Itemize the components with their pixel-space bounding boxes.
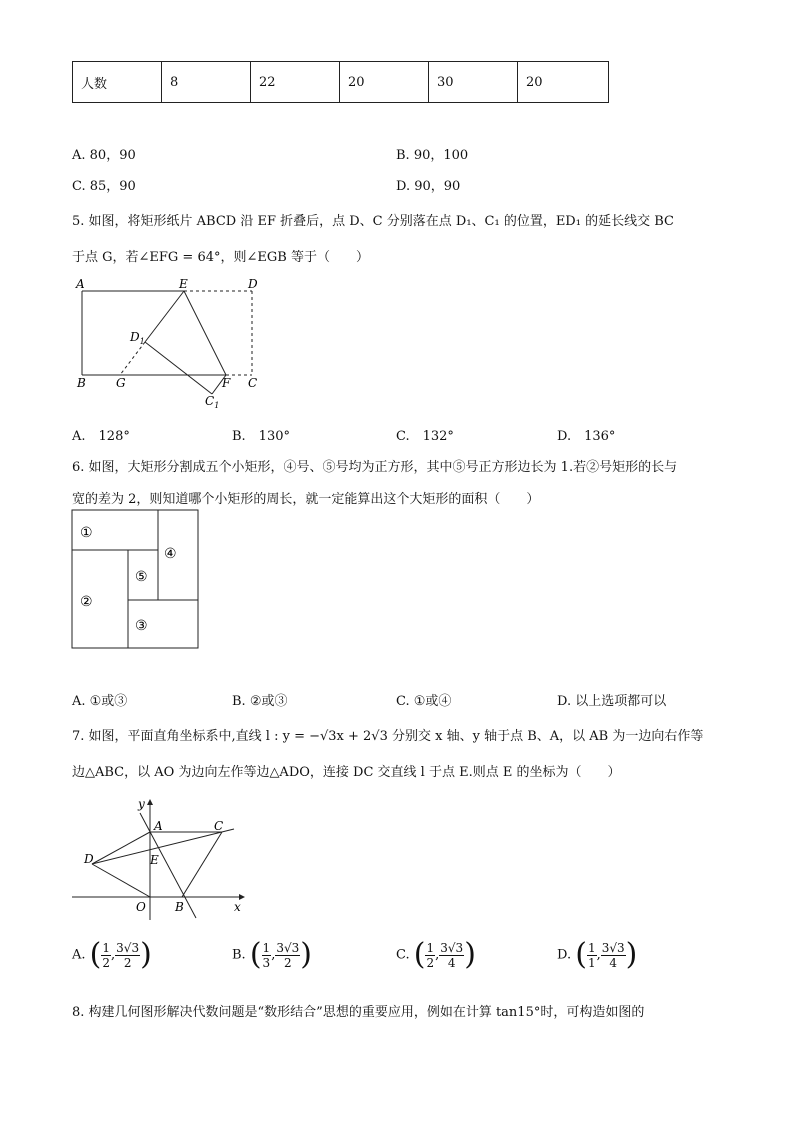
q5-option-d: D. 136° <box>557 429 616 444</box>
q5-label-d1: $D_1$ <box>130 330 145 346</box>
q8-text-line1: 8. 构建几何图形解决代数问题是“数形结合”思想的重要应用，例如在计算 tan15°时，可构造如图的 <box>72 1005 645 1020</box>
q4-option-c: C. 85，90 <box>72 179 136 194</box>
q7-text-line2: 边△ABC，以 AO 为边向左作等边△ADO，连接 DC 交直线 l 于点 E.则点 E 的坐标为（ ） <box>72 765 621 780</box>
q6-option-b: B. ②或③ <box>232 694 288 709</box>
table-cell: 8 <box>162 62 251 103</box>
fraction: $\frac{3√3}{4}$ <box>601 940 625 970</box>
q5-label-g: G <box>116 376 126 390</box>
fraction: $\frac{1}{2}$ <box>102 940 111 970</box>
q6-label-5: ⑤ <box>135 569 148 585</box>
table-cell: 20 <box>518 62 609 103</box>
q4-option-b: B. 90，100 <box>396 148 469 163</box>
q5-option-b: B. 130° <box>232 429 290 444</box>
q5-label-f: F <box>222 376 231 390</box>
q7-label-o: O <box>136 900 146 914</box>
q6-text-line1: 6. 如图，大矩形分割成五个小矩形，④号、⑤号均为正方形，其中⑤号正方形边长为 1.若②号矩形的长与 <box>72 460 678 475</box>
q6-label-1: ① <box>80 525 93 541</box>
q6-text-line2: 宽的差为 2，则知道哪个小矩形的周长，就一定能算出这个大矩形的面积（ ） <box>72 492 540 507</box>
q4-option-a: A. 80，90 <box>72 148 136 163</box>
q7-text-line1: 7. 如图，平面直角坐标系中,直线 l : y = −√3x + 2√3 分别交 x 轴、y 轴于点 B、A，以 AB 为一边向右作等 <box>72 729 704 744</box>
q6-option-c: C. ①或④ <box>396 694 452 709</box>
q7-label-e: E <box>150 853 159 867</box>
q7-option-b-letter: B. <box>232 947 246 963</box>
q5-label-c1: $C_1$ <box>205 394 220 410</box>
table-cell: 30 <box>429 62 518 103</box>
fraction: $\frac{1}{1}$ <box>587 940 596 970</box>
fraction: $\frac{3√3}{2}$ <box>116 940 140 970</box>
q7-label-b: B <box>175 900 184 914</box>
q7-option-c-letter: C. <box>396 947 410 963</box>
q4-option-d: D. 90，90 <box>396 179 461 194</box>
q7-option-d-letter: D. <box>557 947 572 963</box>
q7-label-x: x <box>234 900 241 914</box>
q7-label-a: A <box>154 819 163 833</box>
q7-label-c: C <box>214 819 224 833</box>
q5-label-e: E <box>179 277 188 291</box>
q6-label-3: ③ <box>135 618 148 634</box>
fraction: $\frac{1}{2}$ <box>426 940 435 970</box>
q5-label-d: D <box>248 277 258 291</box>
table-cell: 22 <box>251 62 340 103</box>
q7-option-a-letter: A. <box>72 947 86 963</box>
q6-label-2: ② <box>80 594 93 610</box>
q5-label-a: A <box>76 277 85 291</box>
fraction: $\frac{3√3}{2}$ <box>276 940 300 970</box>
q5-text-line1: 5. 如图，将矩形纸片 ABCD 沿 EF 折叠后，点 D、C 分别落在点 D₁、C₁ 的位置，ED₁ 的延长线交 BC <box>72 214 674 229</box>
q7-option-b: B. ( $\frac{1}{3}$ , $\frac{3√3}{2}$ ) <box>232 937 312 972</box>
q5-option-a: A. 128° <box>72 429 130 444</box>
table-cell: 20 <box>340 62 429 103</box>
q5-text-line2: 于点 G，若∠EFG = 64°，则∠EGB 等于（ ） <box>72 250 369 265</box>
q6-option-d: D. 以上选项都可以 <box>557 694 667 709</box>
fraction: $\frac{1}{3}$ <box>262 940 271 970</box>
q6-label-4: ④ <box>164 546 177 562</box>
q6-option-a: A. ①或③ <box>72 694 128 709</box>
q7-option-c: C. ( $\frac{1}{2}$ , $\frac{3√3}{4}$ ) <box>396 937 476 972</box>
q5-label-c: C <box>248 376 258 390</box>
q7-option-d: D. ( $\frac{1}{1}$ , $\frac{3√3}{4}$ ) <box>557 937 638 972</box>
q5-label-b: B <box>77 376 86 390</box>
fraction: $\frac{3√3}{4}$ <box>440 940 464 970</box>
q7-option-a: A. ( $\frac{1}{2}$ , $\frac{3√3}{2}$ ) <box>72 937 152 972</box>
q7-label-y: y <box>138 797 145 811</box>
q5-option-c: C. 132° <box>396 429 454 444</box>
table-cell: 人数 <box>73 62 162 103</box>
q7-label-d: D <box>84 852 94 866</box>
